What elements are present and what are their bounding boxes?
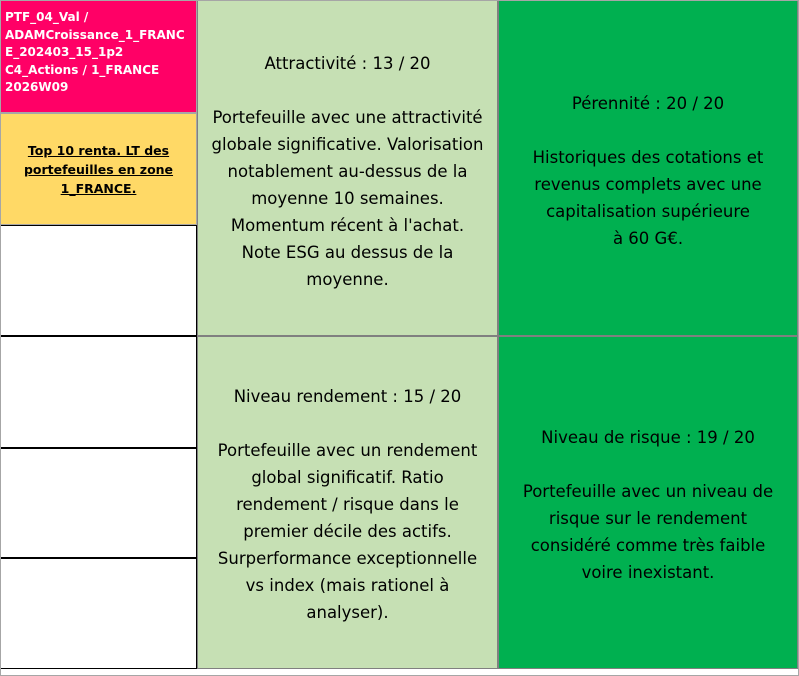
portfolio-id-line: ADAMCroissance_1_FRANC bbox=[5, 27, 185, 42]
attractivite-cell bbox=[197, 0, 498, 336]
attractivite-line: moyenne 10 semaines. bbox=[251, 189, 444, 208]
attractivite-line: moyenne. bbox=[306, 270, 389, 289]
attractivite-line: Momentum récent à l'achat. bbox=[230, 216, 465, 235]
risque-title: Niveau de risque : 19 / 20 bbox=[541, 428, 755, 447]
attractivite-title: Attractivité : 13 / 20 bbox=[264, 54, 431, 73]
rendement-line: Surperformance exceptionnelle bbox=[217, 549, 478, 568]
attractivite-line: notablement au-dessus de la bbox=[227, 162, 468, 181]
risque-line: considéré comme très faible bbox=[530, 536, 766, 555]
portfolio-id-line: C4_Actions / 1_FRANCE bbox=[5, 62, 160, 77]
portfolio-id-line: E_202403_15_1p2 bbox=[5, 45, 124, 59]
empty-cell bbox=[0, 225, 197, 336]
empty-cell bbox=[0, 336, 197, 448]
empty-cell bbox=[0, 558, 197, 669]
portfolio-id-line: PTF_04_Val / bbox=[5, 10, 89, 24]
perennite-line: revenus complets avec une bbox=[534, 175, 762, 194]
perennite-block bbox=[499, 90, 797, 252]
portfolio-id-line: 2026W09 bbox=[5, 80, 69, 94]
ranking-text bbox=[24, 141, 173, 198]
risque-cell bbox=[498, 336, 798, 669]
ranking-line: 1_FRANCE. bbox=[60, 180, 137, 196]
ranking-line: Top 10 renta. LT des bbox=[27, 142, 170, 158]
rendement-line: global significatif. Ratio bbox=[251, 468, 444, 487]
risque-line: risque sur le rendement bbox=[548, 509, 748, 528]
rendement-line: vs index (mais rationel à bbox=[245, 576, 450, 595]
attractivite-line: Portefeuille avec une attractivité bbox=[212, 108, 483, 127]
ranking-line: portefeuilles en zone bbox=[23, 161, 174, 177]
attractivite-line: globale significative. Valorisation bbox=[211, 135, 484, 154]
rendement-line: analyser). bbox=[306, 603, 389, 622]
perennite-line: Historiques des cotations et bbox=[532, 148, 764, 167]
ranking-cell bbox=[0, 113, 197, 225]
portfolio-id-cell bbox=[0, 0, 197, 113]
risque-line: Portefeuille avec un niveau de bbox=[522, 482, 774, 501]
rendement-block bbox=[198, 383, 497, 626]
rendement-line: rendement / risque dans le bbox=[236, 495, 459, 514]
risque-block bbox=[499, 424, 797, 586]
perennite-line: capitalisation supérieure bbox=[546, 202, 750, 221]
perennite-line: à 60 G€. bbox=[612, 229, 684, 248]
attractivite-line: Note ESG au dessus de la bbox=[241, 243, 454, 262]
perennite-title: Pérennité : 20 / 20 bbox=[571, 94, 725, 113]
perennite-cell bbox=[498, 0, 798, 336]
rendement-line: premier décile des actifs. bbox=[243, 522, 452, 541]
rendement-title: Niveau rendement : 15 / 20 bbox=[233, 387, 462, 406]
rendement-line: Portefeuille avec un rendement bbox=[217, 441, 478, 460]
risque-line: voire inexistant. bbox=[581, 563, 715, 582]
rendement-cell bbox=[197, 336, 498, 669]
empty-cell bbox=[0, 448, 197, 558]
attractivite-block bbox=[198, 50, 497, 293]
